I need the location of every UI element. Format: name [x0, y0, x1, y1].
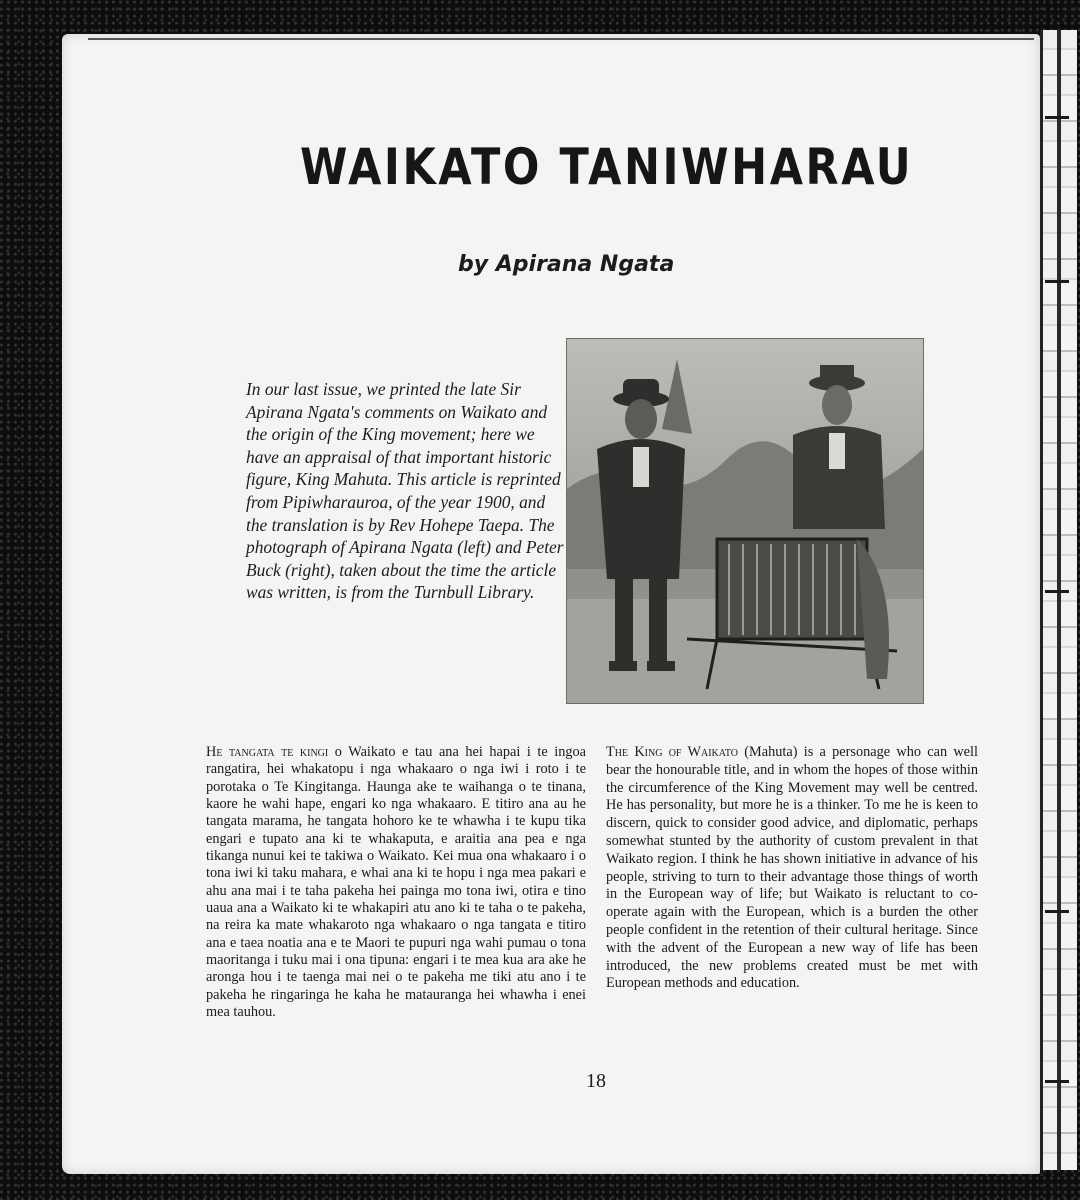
binding-tick: [1045, 590, 1069, 593]
binding-tick: [1045, 280, 1069, 283]
article-title: WAIKATO TANIWHARAU: [300, 138, 914, 196]
article-byline: by Apirana Ngata: [458, 252, 675, 277]
english-body: (Mahuta) is a personage who can well bear the honourable title, and in whom the hopes of those within the circumference of the King Movement may well be centred. He has personality, but more he is a thinker. To me he is keen to discern, quick to consider good advice, and diplomatic, perhaps somewhat stunted by the authority of custom prevalent in that Waikato region. I think he has shown initiative in advance of his people, striving to turn to their advantage those things of worth in the European way of life; but Waikato is reluctant to co-operate again with the European, which is a burden the other people confident in the retention of their cultural heritage. Since with the advent of the European a new way of life has been introduced, the new problems created must be met with European methods and education.: [606, 744, 978, 992]
historic-photograph: [566, 338, 924, 704]
page-number: 18: [586, 1070, 606, 1092]
english-paragraph: [606, 744, 978, 993]
binding-tick: [1045, 910, 1069, 913]
maori-body: o Waikato e tau ana hei hapai i te ingoa rangatira, hei whakatopu i nga whakaaro o nga iwi i roto i te porotaka o Te Kingitanga. Haunga ake te waihanga o te tinana, kaore he wahi hape, engari ko nga whakaaro. E titiro ana au he tangata marama, he tangata hohoro ke te whawha i te kupu tika engari e tupato ana ki te whakaputa, e araitia ana pea e nga tikanga nunui kei te takiwa o Waikato. Kei mua ona whakaaro i o tona iwi ki taku mahara, e whai ana ki te hopu i nga mea pakari e ahu ana mai i te taha pakeha hei painga mo tona iwi, otira e tino uaua ana a Waikato ki te whakapiri atu ano ki te taha o te pakeha, na reira ka mate whakaroto nga whakaaro o nga tangata e titiro ana e taea noatia ana e te Maori te pupuri nga wahi pumau o tona maoritanga i tuku mai i ona tipuna: engari i te mea kua ara ake he aronga hou i te taenga mai nei o te pakeha me tiki atu ano i te pakeha he ringaringa he kaha he matauranga hei whawha i enei mea tauhou.: [206, 744, 586, 1021]
binding-bar: [1057, 30, 1061, 1170]
top-rule: [88, 38, 1034, 40]
maori-text-column: [206, 744, 586, 1022]
intro-text: In our last issue, we printed the late Sir Apirana Ngata's comments on Waikato and the origin of the King movement; here we have an appraisal of that important historic figure, King Mahuta. This article is reprinted from Pipiwharauroa, of the year 1900, and the translation is by Rev Hohepe Taepa. The photograph of Apirana Ngata (left) and Peter Buck (right), taken about the time the article was written, is from the Turnbull Library.: [246, 379, 564, 603]
english-text-column: [606, 744, 978, 993]
intro-paragraph: [246, 378, 564, 604]
binding-tick: [1045, 1080, 1069, 1083]
maori-paragraph: [206, 744, 586, 1022]
photo-illustration: [567, 339, 923, 703]
binding-tick: [1045, 116, 1069, 119]
maori-lead-in: He tangata te kingi: [206, 744, 329, 760]
english-lead-in: The King of Waikato: [606, 744, 739, 760]
binding-edge: [1040, 30, 1077, 1170]
